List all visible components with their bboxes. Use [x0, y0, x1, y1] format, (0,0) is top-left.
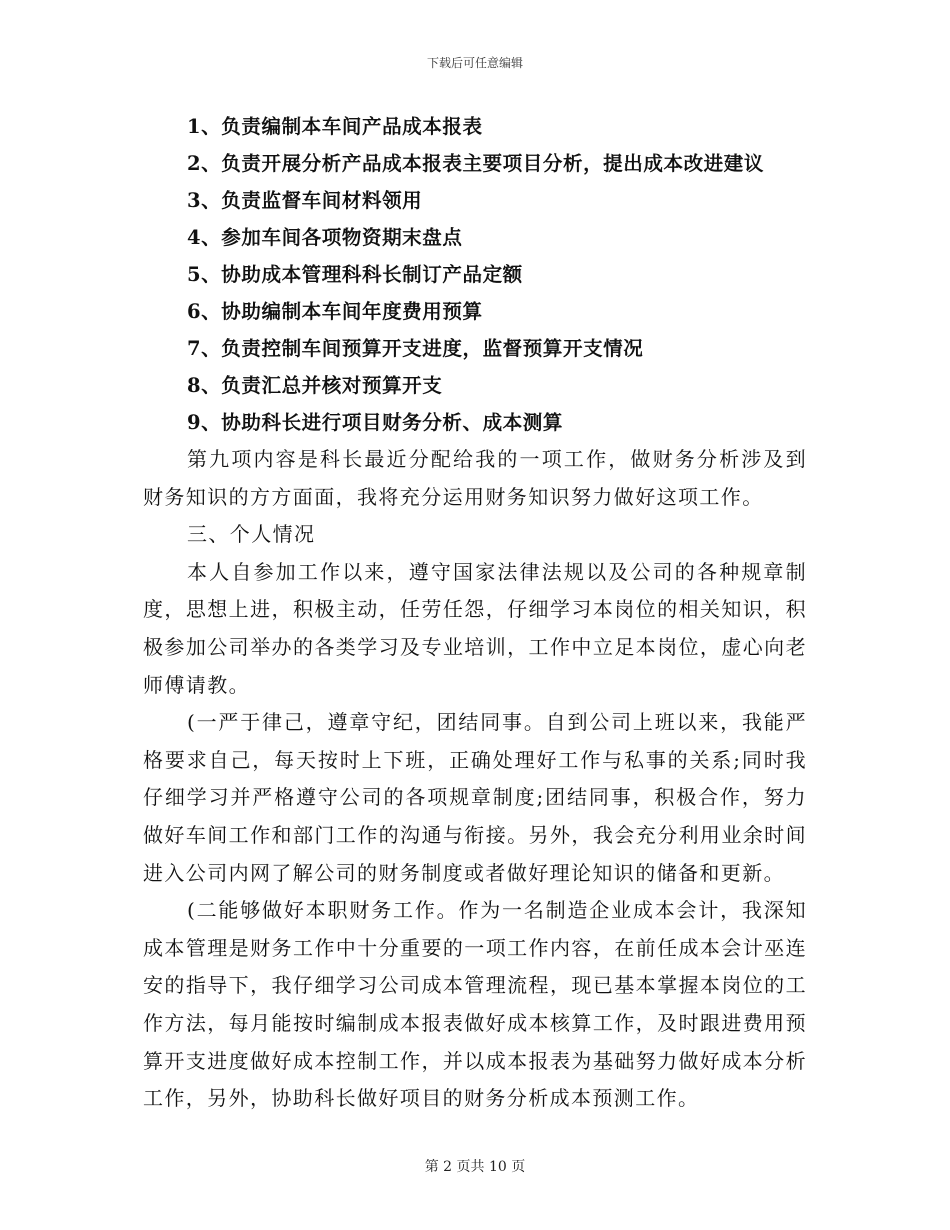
document-body	[143, 108, 807, 1118]
duty-item-9: 9、协助科长进行项目财务分析、成本测算	[187, 411, 563, 434]
page-number-footer: 第 2 页共 10 页	[424, 1159, 526, 1175]
duty-item-4: 4、参加车间各项物资期末盘点	[187, 226, 463, 249]
section-heading: 三、个人情况	[187, 522, 316, 547]
duty-item-7: 7、负责控制车间预算开支进度，监督预算开支情况	[187, 337, 644, 360]
paragraph-ninth-item: 第九项内容是科长最近分配给我的一项工作，做财务分析涉及到财务知识的方方面面，我将充分运用财务知识努力做好这项工作。	[143, 447, 807, 509]
duty-item-5: 5、协助成本管理科科长制订产品定额	[187, 263, 523, 286]
duty-item-3: 3、负责监督车间材料领用	[187, 189, 423, 212]
duty-item-2: 2、负责开展分析产品成本报表主要项目分析，提出成本改进建议	[187, 152, 764, 175]
duty-item-6: 6、协助编制本车间年度费用预算	[187, 300, 483, 323]
paragraph-personal: 本人自参加工作以来，遵守国家法律法规以及公司的各种规章制度，思想上进，积极主动，任劳任怨，仔细学习本岗位的相关知识，积极参加公司举办的各类学习及专业培训，工作中立足本岗位，虚心向老师傅请教。	[143, 559, 807, 697]
duty-item-8: 8、负责汇总并核对预算开支	[187, 374, 443, 397]
paragraph-duty: (二能够做好本职财务工作。作为一名制造企业成本会计，我深知成本管理是财务工作中十分重要的一项工作内容，在前任成本会计巫连安的指导下，我仔细学习公司成本管理流程，现已基本掌握本岗位的工作方法，每月能按时编制成本报表做好成本核算工作，及时跟进费用预算开支进度做好成本控制工作，并以成本报表为基础努力做好成本分析工作，另外，协助科长做好项目的财务分析成本预测工作。	[143, 898, 807, 1111]
header-note: 下载后可任意编辑	[426, 56, 523, 70]
duty-item-1: 1、负责编制本车间产品成本报表	[187, 115, 483, 138]
paragraph-discipline: (一严于律己，遵章守纪，团结同事。自到公司上班以来，我能严格要求自己，每天按时上下班，正确处理好工作与私事的关系;同时我仔细学习并严格遵守公司的各项规章制度;团结同事，积极合作，努力做好车间工作和部门工作的沟通与衔接。另外，我会充分利用业余时间进入公司内网了解公司的财务制度或者做好理论知识的储备和更新。	[143, 710, 807, 885]
